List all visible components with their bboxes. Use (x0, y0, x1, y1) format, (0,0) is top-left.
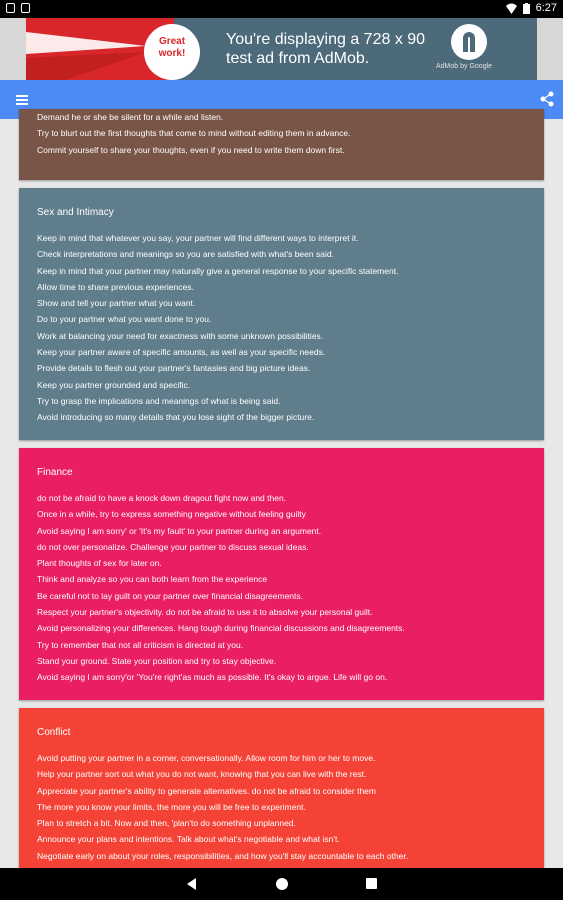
card-finance (19, 448, 544, 700)
card-line: Keep your partner aware of specific amounts, as well as your specific needs. (37, 347, 326, 358)
card-line: Show and tell your partner what you want. (37, 298, 196, 309)
card-line: Avoid personalizing your differences. Hang tough during financial discussions and disagreements. (37, 623, 405, 634)
card-line: Negotiate early on about your roles, responsibilities, and how you'll stay accountable to each other. (37, 850, 409, 861)
card-line: do not over personalize. Challenge your partner to discuss sexual ideas. (37, 541, 309, 552)
card-line: Help your partner sort out what you do not want, knowing that you can live with the rest. (37, 769, 367, 780)
card-line: Demand he or she be silent for a while and listen. (37, 112, 224, 122)
content-scroll[interactable] (0, 112, 563, 868)
ad-message-line2: test ad from AdMob. (226, 50, 370, 67)
ad-banner-area (0, 18, 563, 80)
admob-logo-icon (451, 24, 487, 60)
status-time: 6:27 (535, 2, 557, 14)
card-line: Stand your ground. State your position and try to stay objective. (37, 655, 277, 666)
home-icon[interactable] (276, 878, 288, 890)
card-line: Keep you partner grounded and specific. (37, 379, 191, 390)
card-line: The more you know your limits, the more you will be free to experiment. (37, 801, 306, 812)
card-line: Avoid saying I am sorry'or 'You're right'as much as possible. It's okay to argue. Life will go on. (37, 672, 388, 683)
menu-icon[interactable] (16, 95, 28, 105)
back-icon[interactable] (187, 878, 196, 890)
navigation-bar (0, 868, 563, 900)
ad-brand: AdMob by Google (436, 63, 493, 70)
card-line: Allow time to share previous experiences. (37, 281, 194, 292)
card-line: Think and analyze so you can both learn from the experience (37, 574, 268, 585)
card-line: Avoid saying I am sorry' or 'It's my fault' to your partner during an argument. (37, 525, 322, 536)
card-line: Check interpretations and meanings so you are satisfied with what's been said. (37, 249, 334, 260)
notification-icon (6, 3, 15, 13)
card-title: Conflict (37, 727, 71, 738)
ad-banner[interactable] (26, 18, 537, 80)
card-line: Keep in mind that your partner may naturally give a general response to your specific statement. (37, 265, 399, 276)
card-line: Provide details to flesh out your partner's fantasies and big picture ideas. (37, 363, 311, 374)
card-line: Try to grasp the implications and meanings of what is being said. (37, 395, 281, 406)
card-line: Try to blurt out the first thoughts that come to mind without editing them in advance. (37, 128, 351, 139)
card-conflict (19, 708, 544, 878)
card-line: do not be afraid to have a knock down dragout fight now and then. (37, 493, 287, 503)
ad-badge: Great work! (144, 24, 200, 80)
card-title: Sex and Intimacy (37, 207, 114, 218)
ad-message-line1: You're displaying a 728 x 90 (226, 31, 426, 48)
card-title: Finance (37, 467, 73, 478)
card-line: Commit yourself to share your thoughts, even if you need to write them down first. (37, 144, 345, 155)
card-line: Be careful not to lay guilt on your partner over financial disagreements. (37, 590, 304, 601)
ad-message (226, 30, 425, 68)
card-line: Appreciate your partner's ability to generate alternatives. do not be afraid to consider them (37, 785, 376, 796)
card-line: Try to remember that not all criticism is directed at you. (37, 639, 244, 650)
sd-card-icon (21, 3, 30, 13)
card-line: Respect your partner's objectivity. do not be afraid to use it to absolve your personal guilt. (37, 607, 373, 618)
share-icon[interactable] (539, 91, 555, 107)
card-line: Do to your partner what you want done to you. (37, 314, 212, 325)
card-sex-and-intimacy (19, 188, 544, 440)
recents-icon[interactable] (366, 878, 377, 889)
card-line: Work at balancing your need for exactness with some unknown possibilities. (37, 330, 324, 341)
card-line: Avoid introducing so many details that you lose sight of the bigger picture. (37, 412, 315, 423)
card-line: Avoid putting your partner in a corner, conversationally. Allow room for him or her to move. (37, 753, 376, 763)
status-bar (0, 0, 563, 18)
card-line: Once in a while, try to express something negative without feeling guilty (37, 509, 306, 520)
card-partial (19, 109, 544, 180)
card-line: Plant thoughts of sex for later on. (37, 558, 162, 569)
wifi-icon (506, 3, 517, 14)
card-line: Plan to stretch a bit. Now and then, 'plan'to do something unplanned. (37, 818, 296, 829)
battery-icon (523, 3, 530, 14)
card-line: Announce your plans and intentions. Talk about what's negotiable and what isn't. (37, 834, 340, 845)
card-line: Keep in mind that whatever you say, your partner will find different ways to interpret it. (37, 233, 359, 243)
